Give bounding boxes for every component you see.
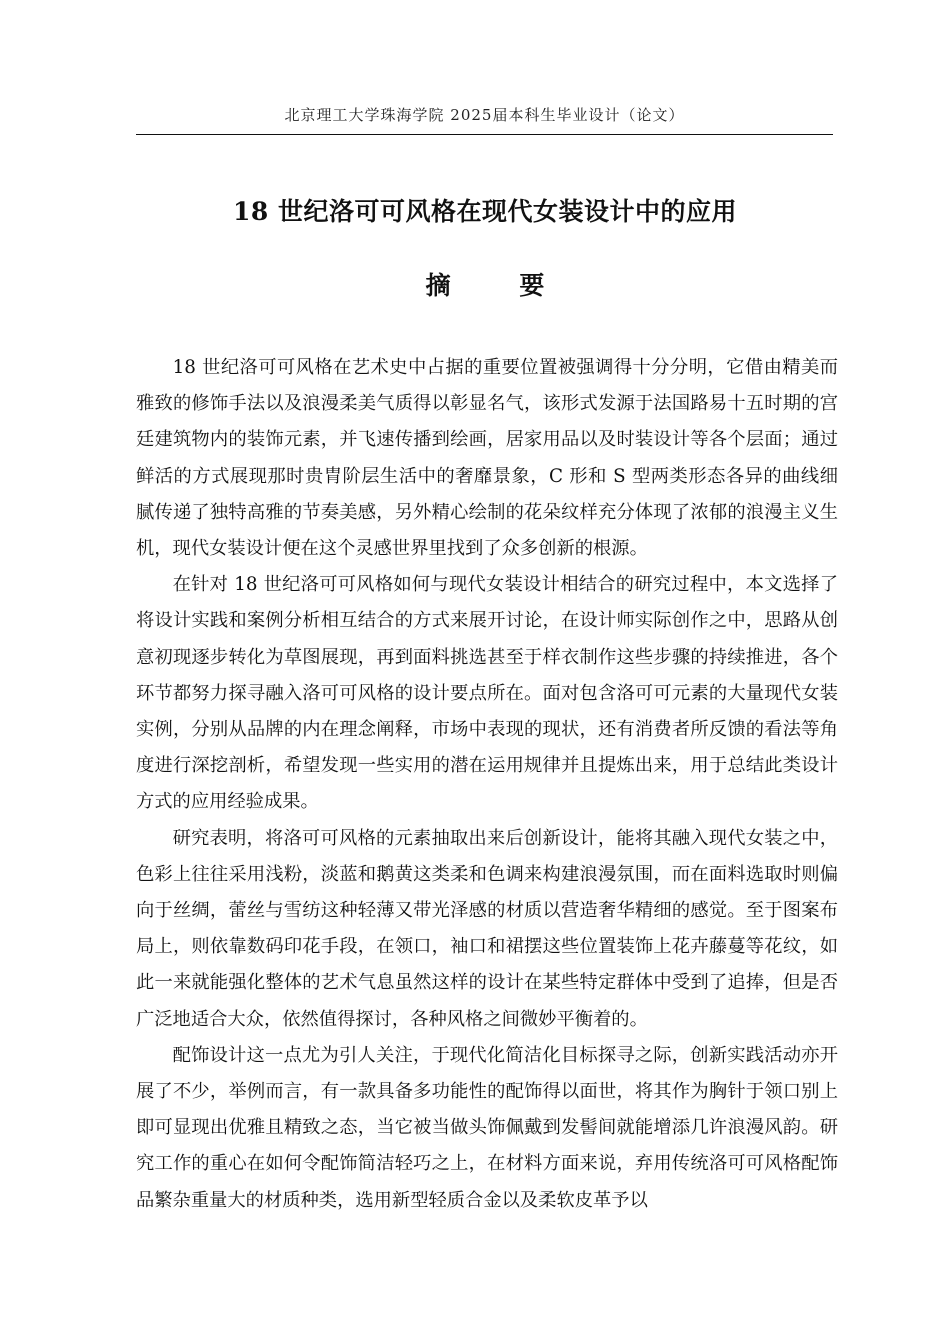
paper-title: 18 世纪洛可可风格在现代女装设计中的应用 — [233, 197, 737, 226]
abstract-paragraph: 18 世纪洛可可风格在艺术史中占据的重要位置被强调得十分分明，它借由精美而雅致的修饰手法以及浪漫柔美气质得以彰显名气，该形式发源于法国路易十五时期的宫廷建筑物内的装饰元素，并飞速传播到绘画，居家用品以及时装设计等各个层面；通过鲜活的方式展现那时贵胄阶层生活中的奢靡景象，C 形和 S 型两类形态各异的曲线细腻传递了独特高雅的节奏美感，另外精心绘制的花朵纹样充分体现了浓郁的浪漫主义生机，现代女装设计便在这个灵感世界里找到了众多创新的根源。 — [136, 357, 838, 560]
abstract-body — [136, 350, 838, 1219]
header-divider — [136, 134, 833, 135]
abstract-paragraph: 在针对 18 世纪洛可可风格如何与现代女装设计相结合的研究过程中，本文选择了将设计实践和案例分析相互结合的方式来展开讨论，在设计师实际创作之中，思路从创意初现逐步转化为草图展现，再到面料挑选甚至于样衣制作这些步骤的持续推进，各个环节都努力探寻融入洛可可风格的设计要点所在。面对包含洛可可元素的大量现代女装实例，分别从品牌的内在理念阐释，市场中表现的现状，还有消费者所反馈的看法等角度进行深挖剖析，希望发现一些实用的潜在运用规律并且提炼出来，用于总结此类设计方式的应用经验成果。 — [136, 574, 838, 813]
running-header: 北京理工大学珠海学院 2025届本科生毕业设计（论文） — [284, 106, 685, 124]
abstract-heading: 摘 要 — [425, 271, 575, 300]
abstract-paragraph: 研究表明，将洛可可风格的元素抽取出来后创新设计，能将其融入现代女装之中，色彩上往往采用浅粉，淡蓝和鹅黄这类柔和色调来构建浪漫氛围，而在面料选取时则偏向于丝绸，蕾丝与雪纺这种轻薄又带光泽感的材质以营造奢华精细的感觉。至于图案布局上，则依靠数码印花手段，在领口，袖口和裙摆这些位置装饰上花卉藤蔓等花纹，如此一来就能强化整体的艺术气息虽然这样的设计在某些特定群体中受到了追捧，但是否广泛地适合大众，依然值得探讨，各种风格之间微妙平衡着的。 — [136, 827, 838, 1030]
abstract-paragraph: 配饰设计这一点尤为引人关注，于现代化简洁化目标探寻之际，创新实践活动亦开展了不少，举例而言，有一款具备多功能性的配饰得以面世，将其作为胸针于领口别上即可显现出优雅且精致之态，当它被当做头饰佩戴到发髻间就能增添几许浪漫风韵。研究工作的重心在如何令配饰简洁轻巧之上，在材料方面来说，弃用传统洛可可风格配饰品繁杂重量大的材质种类，选用新型轻质合金以及柔软皮革予以 — [136, 1044, 838, 1211]
